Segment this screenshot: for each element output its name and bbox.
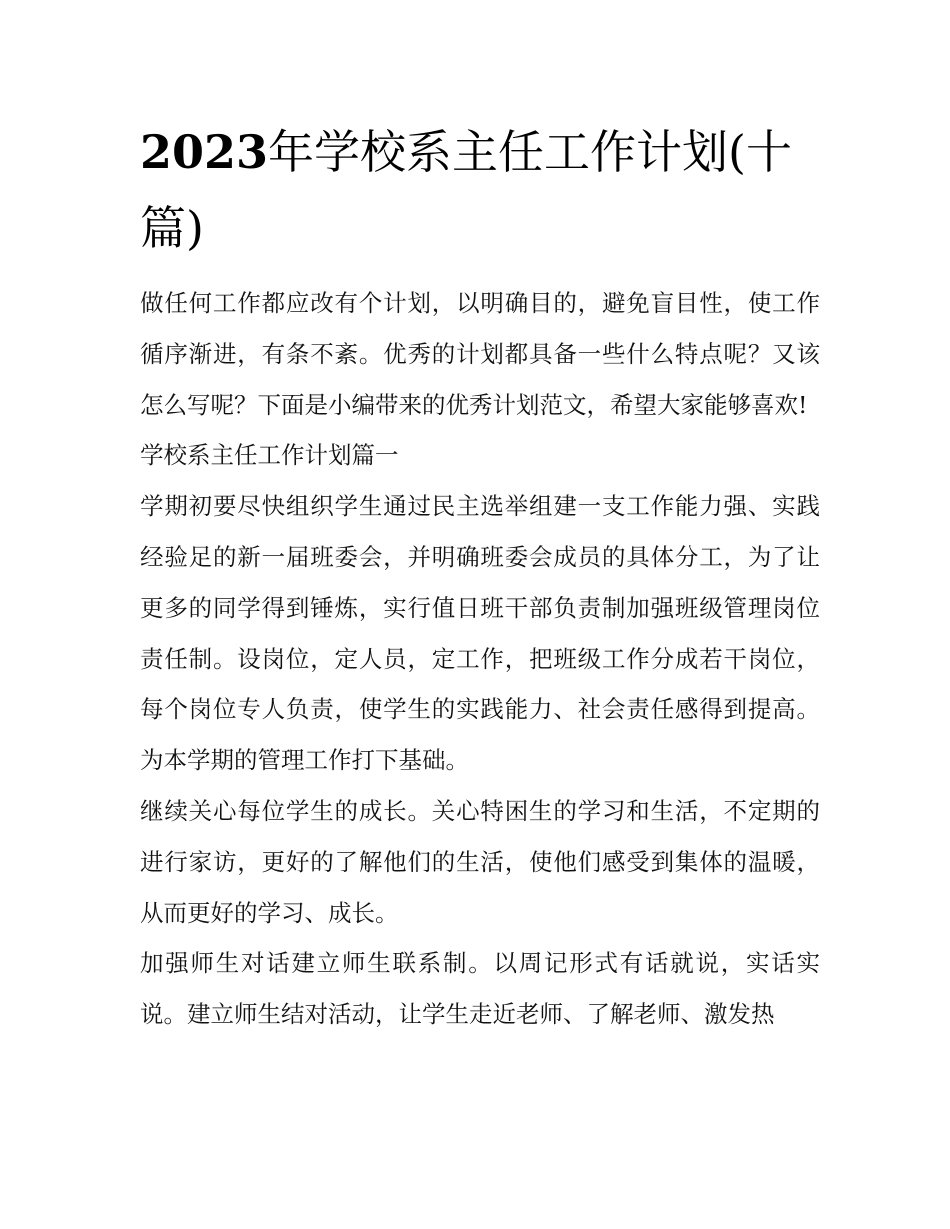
intro-paragraph: 做任何工作都应改有个计划，以明确目的，避免盲目性，使工作循序渐进，有条不紊。优秀的计划都具备一些什么特点呢？又该怎么写呢？下面是小编带来的优秀计划范文，希望大家能够喜欢! bbox=[140, 289, 820, 419]
body-paragraph: 学期初要尽快组织学生通过民主选举组建一支工作能力强、实践经验足的新一届班委会，并明确班委会成员的具体分工，为了让更多的同学得到锤炼，实行值日班干部负责制加强班级管理岗位责任制。设岗位，定人员，定工作，把班级工作分成若干岗位，每个岗位专人负责，使学生的实践能力、社会责任感得到提高。为本学期的管理工作打下基础。 bbox=[140, 492, 820, 775]
document-title bbox=[140, 114, 820, 266]
body-paragraph: 加强师生对话建立师生联系制。以周记形式有话就说，实话实说。建立师生结对活动，让学生走近老师、了解老师、激发热 bbox=[140, 949, 820, 1029]
document-body bbox=[140, 278, 820, 1040]
body-paragraph: 继续关心每位学生的成长。关心特困生的学习和生活，不定期的进行家访，更好的了解他们的生活，使他们感受到集体的温暖，从而更好的学习、成长。 bbox=[140, 796, 820, 927]
section-heading: 学校系主任工作计划篇一 bbox=[140, 441, 399, 470]
title-year: 2023 bbox=[140, 125, 269, 179]
title-text: 年学校系主任工作计划(十篇) bbox=[140, 125, 792, 255]
